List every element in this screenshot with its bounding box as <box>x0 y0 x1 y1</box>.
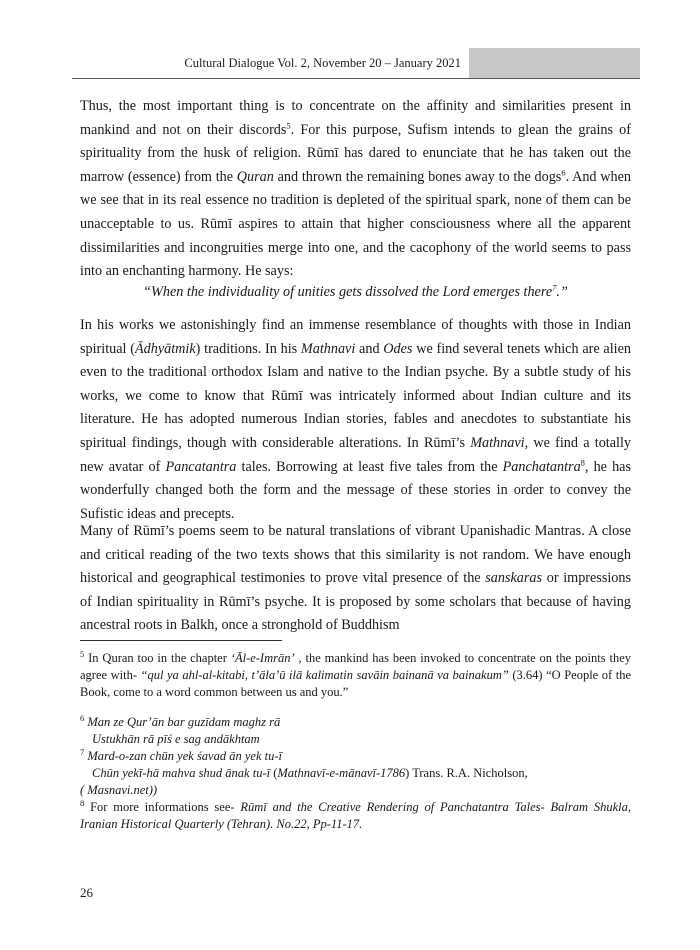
text-span: , he has wonderfully changed both the form and the message of these stories in order to convey the Sufistic ideas and precepts. <box>80 458 631 522</box>
body-paragraph-3 <box>80 520 631 638</box>
text-span: we find a totally new avatar of <box>80 434 632 475</box>
text-span: tales. Borrowing at least five tales from the <box>236 458 503 475</box>
footnote-6 <box>80 714 631 748</box>
footnote-ref-5[interactable]: 5 <box>286 119 291 130</box>
text-span: Many of Rūmī’s poems seem to be natural translations of vibrant Upanishadic Mantras. A close and critical reading of the two texts shows that this similarity is not random. We have enough historical and geographical testimonies to prove vital presence of the <box>80 523 631 587</box>
text-span: ) Trans. R.A. Nicholson, <box>405 766 528 780</box>
body-paragraph-1 <box>80 95 631 284</box>
italic-term: Pancatantra <box>165 458 237 475</box>
text-span: Thus, the most important thing is to concentrate on the affinity and similarities present in mankind and not on their discords <box>80 98 631 138</box>
text-span: ) traditions. In his <box>195 340 301 357</box>
text-span: . And when we see that in its real essence no tradition is depleted of the spiritual spark, none of them can be unacceptable to us. Rūmī aspires to attain that higher consciousness where all the apparent dissimilarities and incongruities merge into one, and the cacophony of the world seems to pass into an enchanting harmony. He says: <box>80 168 631 280</box>
footnote-number: 7 <box>80 746 85 757</box>
verse-line: Mard-o-zan chūn yek śavad ān yek tu-ī <box>87 749 282 763</box>
italic-term: Odes <box>383 340 413 357</box>
italic-term: ‘Āl-e-Imrān’ <box>230 651 295 665</box>
running-title: Cultural Dialogue Vol. 2, November 20 – January 2021 <box>184 56 461 70</box>
italic-term: ( Masnavi.net)) <box>80 783 158 797</box>
text-span: In his works we astonishingly find an immense resemblance of thoughts with those in Indian spiritual ( <box>80 317 631 357</box>
body-paragraph-2 <box>80 314 631 526</box>
footnote-ref-7[interactable]: 7 <box>552 282 557 293</box>
footnote-ref-6[interactable]: 6 <box>561 167 566 178</box>
block-quote <box>80 281 631 305</box>
text-span: , the mankind has been invoked to concentrate on the points they agree with- <box>80 651 631 682</box>
quote-text: .” <box>556 284 568 300</box>
verse-line: Ustukhān rā pīś e sag andākhtam <box>92 732 260 746</box>
text-span: and thrown the remaining bones away to the dogs <box>273 168 562 185</box>
footnote-8 <box>80 799 631 833</box>
verse-line: Man ze Qur’ān bar guzīdam maghz rā <box>87 715 281 729</box>
text-span: . For this purpose, Sufism intends to glean the grains of spirituality from the husk of religion. Rūmī has dared to enunciate that he has taken out the marrow (essence) from the <box>80 121 631 185</box>
text-span: and <box>355 340 384 357</box>
footnote-7 <box>80 748 631 799</box>
header-shaded-box <box>469 48 640 78</box>
text-span: In Quran too in the chapter <box>84 651 231 665</box>
footnote-ref-8[interactable]: 8 <box>580 456 585 467</box>
italic-term: Mathnavi <box>300 340 356 357</box>
italic-term: Panchatantra <box>502 458 581 475</box>
text-span: ( <box>270 766 278 780</box>
text-span: For more informations see- <box>84 800 241 814</box>
quote-text: “When the individuality of unities gets dissolved the Lord emerges there <box>143 284 553 300</box>
running-header <box>72 48 640 78</box>
text-span: or impressions of Indian spirituality in Rūmī’s psyche. It is proposed by some scholars that because of having ancestral roots in Balkh, once a stronghold of Buddhism <box>80 570 632 634</box>
italic-term: Quran <box>236 168 274 185</box>
header-rule <box>72 78 640 79</box>
italic-term: sanskaras <box>485 570 543 587</box>
footnote-separator <box>80 640 282 641</box>
footnote-number: 5 <box>80 648 85 659</box>
italic-term: Mathnavī-e-mānavī-1786 <box>277 766 406 780</box>
italic-term: Mathnavi, <box>470 434 529 451</box>
italic-term: “qul ya ahl-al-kitabi, t’āla’ū ilā kalimatin savāin bainanā va bainakum” <box>140 668 509 682</box>
italic-term: Ādhyātmik <box>134 340 196 357</box>
text-span: (3.64) “O People of the Book, come to a word common between us and you.” <box>80 668 631 699</box>
verse-line: Chūn yekī-hā mahva shud ānak tu-ī <box>92 766 271 780</box>
italic-term: Rūmī and the Creative Rendering of Panchatantra Tales- Balram Shukla, Iranian Historical Quarterly (Tehran). No.22, Pp-11-17. <box>80 800 631 831</box>
text-span: we find several tenets which are alien even to the traditional orthodox Islam and native to the Indian psyche. By a subtle study of his works, we come to know that Rūmī was intricately informed about Indian culture and its literature. He has adopted numerous Indian stories, fables and anecdotes to substantiate his spiritual findings, though with considerable alterations. In Rūmī’s <box>80 340 631 451</box>
footnote-number: 6 <box>80 712 85 723</box>
footnote-5 <box>80 650 631 701</box>
page-number: 26 <box>80 885 93 900</box>
footnote-number: 8 <box>80 797 85 808</box>
